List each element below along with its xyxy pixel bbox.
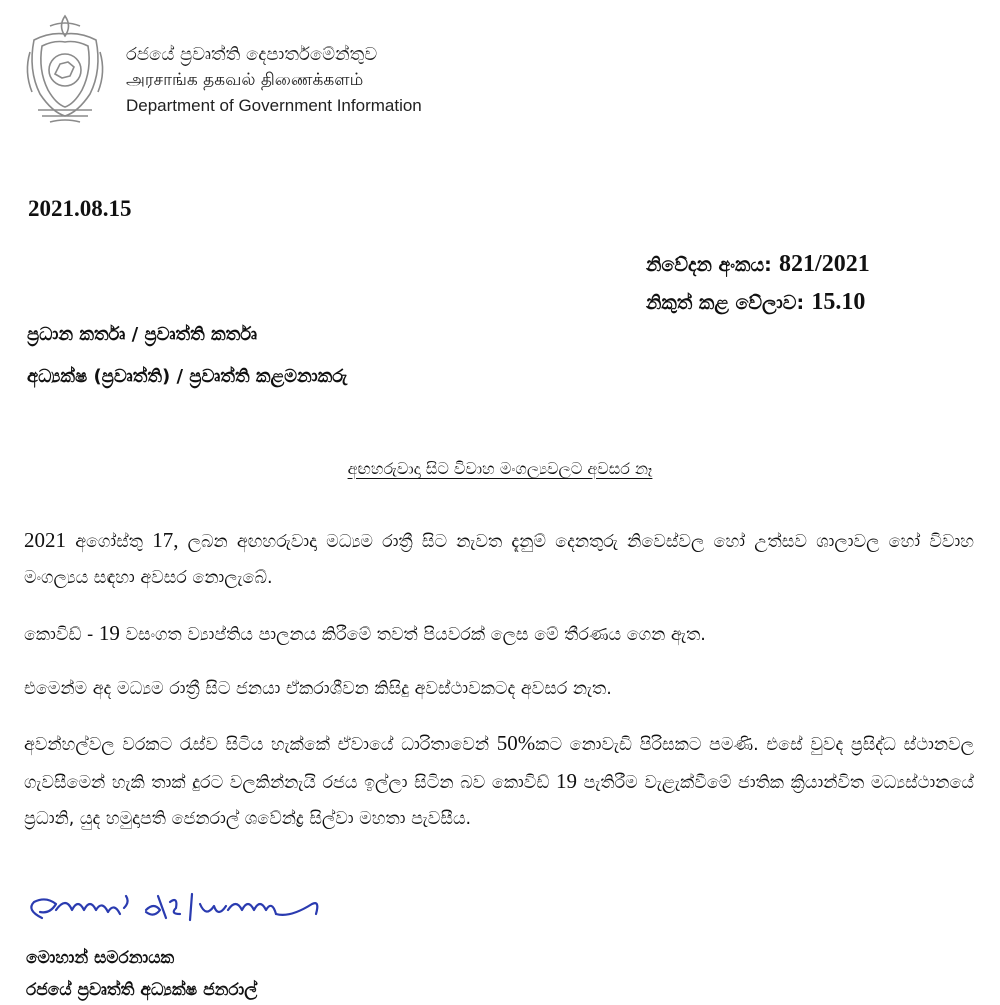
- heading-text: අඟහරුවාදා සිට විවාහ මංගල්‍යවලට අවසර නෑ: [347, 459, 653, 478]
- paragraph-2: කොවිඩ් - 19 වසංගත ව්‍යාප්තිය පාලනය කිරීමේ තවත් පියවරක් ලෙස මේ තීරණය ගෙන ඇත.: [24, 621, 706, 645]
- handwritten-signature: [20, 888, 340, 943]
- press-release-heading: [0, 459, 1000, 479]
- release-time-value: 15.10: [811, 289, 866, 315]
- government-emblem-logo: [20, 12, 110, 124]
- paragraph-1: 2021 අගෝස්තු 17, ලබන අඟහරුවාදා මධ්‍යම රාත්‍රී සිට නැවත දැනුම් දෙනතුරු නිවෙස්වල හෝ උත්සව ශාලාවල හෝ විවාහ මංගල්‍යය සඳහා අවසර නොලැබේ.: [24, 528, 974, 588]
- paragraph-3: එමෙන්ම අද මධ්‍යම රාත්‍රී සිට ජනයා ඒකරාශීවන කිසිදු අවස්ථාවකටද අවසර නැත.: [24, 679, 612, 699]
- recipient-line-2: අධ්‍යක්ෂ (ප්‍රවෘත්ති) / ප්‍රවෘත්ති කළමනාකරු: [27, 366, 348, 387]
- release-number: [646, 251, 870, 278]
- signer-name: මොහාන් සමරනායක: [26, 948, 175, 968]
- release-date: 2021.08.15: [28, 196, 132, 221]
- department-name-sinhala: රජයේ ප්‍රවෘත්ති දෙපාර්තමේන්තුව: [126, 44, 378, 65]
- signer-title: රජයේ ප්‍රවෘත්ති අධ්‍යක්ෂ ජනරාල්: [26, 980, 258, 1000]
- paragraph-4: අවන්හල්වල වරකට රැස්ව සිටිය හැක්කේ ඒවායේ ධාරිතාවෙන් 50%කට නොවැඩි පිරිසකට පමණි. එසේ වුවද ප්‍රසිද්ධ ස්ථානවල ගැවසීමෙන් හැකි තාක් දුරට වලකින්නැයි රජය ඉල්ලා සිටින බව කොවිඩ් 19 පැතිරීම වැළැක්වීමේ ජාතික ක්‍රියාන්විත මධ්‍යස්ථානයේ ප්‍රධානි, යුද හමුදාපති ජෙනරාල් ශවේන්ද්‍ර සිල්වා මහතා පැවසීය.: [24, 731, 974, 829]
- department-name-english: Department of Government Information: [126, 96, 422, 115]
- release-time-label: නිකුත් කළ වේලාව:: [646, 292, 805, 314]
- release-time: [646, 289, 865, 316]
- release-number-label: නිවේදන අංකය:: [646, 254, 772, 276]
- release-number-value: 821/2021: [779, 251, 870, 277]
- recipient-line-1: ප්‍රධාන කර්තෘ / ප්‍රවෘත්ති කර්තෘ: [27, 324, 258, 345]
- department-name-tamil: அரசாங்க தகவல் திணைக்களம்: [126, 70, 364, 90]
